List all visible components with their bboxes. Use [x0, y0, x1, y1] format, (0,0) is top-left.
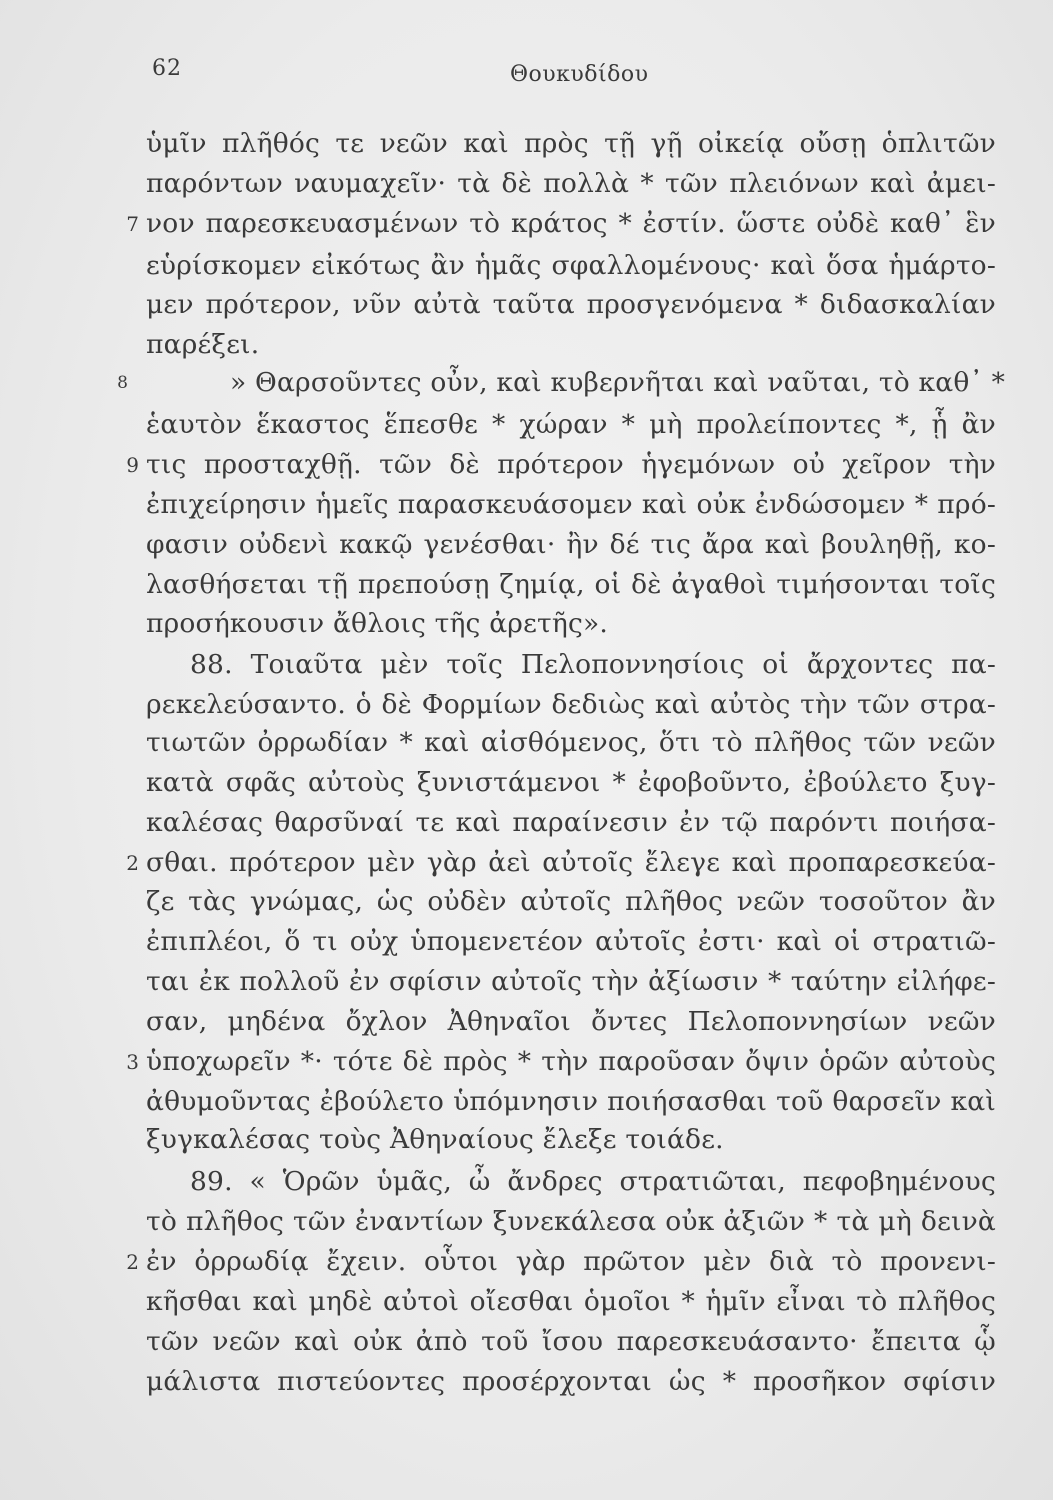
text-line: σθαι. πρότερον μὲν γὰρ ἀεὶ αὐτοῖς ἔλεγε καὶ προπαρεσκεύα- — [146, 847, 996, 878]
text-line: τις προσταχθῇ. τῶν δὲ πρότερον ἡγεμόνων οὐ χεῖρον τὴν — [146, 449, 996, 480]
text-line: τὸ πλῆθος τῶν ἐναντίων ξυνεκάλεσα οὐκ ἀξιῶν * τὰ μὴ δεινὰ — [146, 1206, 996, 1237]
text-line: ζε τὰς γνώμας, ὡς οὐδὲν αὐτοῖς πλῆθος νεῶν τοσοῦτον ἂν — [146, 886, 996, 917]
text-line: φασιν οὐδενὶ κακῷ γενέσθαι· ἢν δέ τις ἄρα καὶ βουληθῇ, κο- — [146, 529, 996, 560]
text-line: καλέσας θαρσῦναί τε καὶ παραίνεσιν ἐν τῷ παρόντι ποιήσα- — [146, 807, 996, 838]
text-line: προσήκουσιν ἄθλοις τῆς ἀρετῆς». — [146, 608, 609, 639]
text-line: ται ἐκ πολλοῦ ἐν σφίσιν αὐτοῖς τὴν ἀξίωσιν * ταύτην εἰλήφε- — [146, 966, 996, 997]
margin-section-number: 3 — [126, 1050, 139, 1074]
text-line: τῶν νεῶν καὶ οὐκ ἀπὸ τοῦ ἴσου παρεσκευάσαντο· ἔπειτα ᾧ — [146, 1326, 996, 1357]
text-line: ξυγκαλέσας τοὺς Ἀθηναίους ἔλεξε τοιάδε. — [146, 1124, 724, 1155]
text-line: ἐπιπλέοι, ὅ τι οὐχ ὑπομενετέον αὐτοῖς ἐστι· καὶ οἱ στρατιῶ- — [146, 926, 996, 957]
text-line: παρέξει. — [146, 329, 260, 360]
text-line: 89. « Ὁρῶν ὑμᾶς, ὦ ἄνδρες στρατιῶται, πεφοβημένους — [190, 1166, 996, 1197]
text-line: παρόντων ναυμαχεῖν· τὰ δὲ πολλὰ * τῶν πλειόνων καὶ ἀμει- — [146, 168, 996, 199]
text-line: τιωτῶν ὀρρωδίαν * καὶ αἰσθόμενος, ὅτι τὸ πλῆθος τῶν νεῶν — [146, 727, 996, 758]
text-line: ἐν ὀρρωδίᾳ ἔχειν. οὗτοι γὰρ πρῶτον μὲν διὰ τὸ προνενι- — [146, 1246, 996, 1277]
text-line: εὑρίσκομεν εἰκότως ἂν ἡμᾶς σφαλλομένους· καὶ ὅσα ἡμάρτο- — [146, 250, 996, 281]
running-title: Θουκυδίδου — [510, 62, 649, 87]
margin-section-number: 8 — [117, 373, 128, 393]
text-line: κατὰ σφᾶς αὐτοὺς ξυνιστάμενοι * ἐφοβοῦντο, ἐβούλετο ξυγ- — [146, 767, 996, 798]
text-line: ἀθυμοῦντας ἐβούλετο ὑπόμνησιν ποιήσασθαι τοῦ θαρσεῖν καὶ — [146, 1086, 996, 1117]
text-line: » Θαρσοῦντες οὖν, καὶ κυβερνῆται καὶ ναῦται, τὸ καθ᾽ * — [230, 367, 1006, 398]
text-line: μεν πρότερον, νῦν αὐτὰ ταῦτα προσγενόμενα * διδασκαλίαν — [146, 289, 996, 320]
margin-section-number: 2 — [126, 851, 139, 875]
text-line: ἐπιχείρησιν ἡμεῖς παρασκευάσομεν καὶ οὐκ ἐνδώσομεν * πρό- — [146, 489, 996, 520]
margin-section-number: 7 — [126, 212, 139, 236]
text-line: λασθήσεται τῇ πρεπούσῃ ζημίᾳ, οἱ δὲ ἀγαθοὶ τιμήσονται τοῖς — [146, 569, 996, 600]
text-line: ρεκελεύσαντο. ὁ δὲ Φορμίων δεδιὼς καὶ αὐτὸς τὴν τῶν στρα- — [146, 689, 996, 720]
text-line: ὑμῖν πλῆθός τε νεῶν καὶ πρὸς τῇ γῇ οἰκείᾳ οὔσῃ ὁπλιτῶν — [146, 128, 996, 159]
text-line: νον παρεσκευασμένων τὸ κράτος * ἐστίν. ὥστε οὐδὲ καθ᾽ ἓν — [146, 208, 996, 239]
margin-section-number: 9 — [126, 453, 139, 477]
page-number: 62 — [152, 56, 182, 81]
text-line: μάλιστα πιστεύοντες προσέρχονται ὡς * προσῆκον σφίσιν — [146, 1366, 996, 1397]
text-line: κῆσθαι καὶ μηδὲ αὐτοὶ οἴεσθαι ὁμοῖοι * ἡμῖν εἶναι τὸ πλῆθος — [146, 1286, 996, 1317]
margin-section-number: 2 — [126, 1250, 139, 1274]
text-line: 88. Τοιαῦτα μὲν τοῖς Πελοποννησίοις οἱ ἄρχοντες πα- — [190, 649, 996, 680]
text-line: σαν, μηδένα ὄχλον Ἀθηναῖοι ὄντες Πελοποννησίων νεῶν — [146, 1006, 996, 1037]
text-line: ὑποχωρεῖν *· τότε δὲ πρὸς * τὴν παροῦσαν ὄψιν ὁρῶν αὐτοὺς — [146, 1046, 996, 1077]
text-line: ἑαυτὸν ἕκαστος ἕπεσθε * χώραν * μὴ προλείποντες *, ᾗ ἂν — [146, 409, 996, 440]
